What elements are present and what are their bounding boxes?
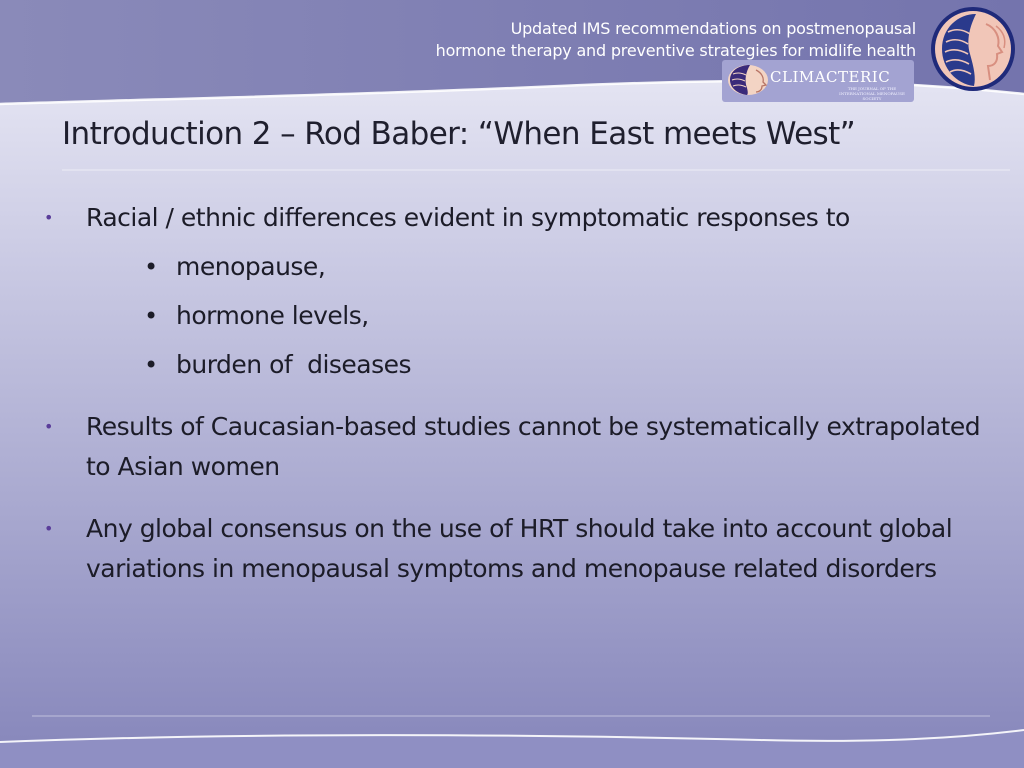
climacteric-logo-icon: [726, 62, 776, 98]
bullet-marker: •: [44, 208, 53, 227]
bullet-text-1: Racial / ethnic differences evident in symptomatic responses to: [86, 203, 850, 232]
ims-logo-icon: [930, 6, 1016, 92]
sub-bullet-item-3: [86, 345, 990, 385]
sub-bullet-text-3: burden of diseases: [176, 350, 412, 379]
bullet-item-1: [40, 198, 990, 385]
sub-bullet-text-1: menopause,: [176, 252, 326, 281]
bullet-item-2: [40, 407, 990, 487]
sub-bullet-marker: •: [144, 351, 158, 379]
bullet-marker: •: [44, 519, 53, 538]
sub-bullet-item-2: [86, 296, 990, 336]
slide-title: Introduction 2 – Rod Baber: “When East meets West”: [62, 116, 856, 152]
bullet-text-3: Any global consensus on the use of HRT should take into account global variations in menopausal symptoms and menopause related disorders: [86, 514, 953, 583]
header-line-1: Updated IMS recommendations on postmenopausal: [510, 19, 916, 38]
sub-bullet-marker: •: [144, 302, 158, 330]
bullet-text-2: Results of Caucasian-based studies cannot be systematically extrapolated to Asian women: [86, 412, 981, 481]
bullet-marker: •: [44, 417, 53, 436]
sub-bullet-list: [86, 247, 990, 385]
sub-bullet-text-2: hormone levels,: [176, 301, 369, 330]
climacteric-wordmark: CLIMACTERIC: [770, 68, 891, 86]
climacteric-subtitle: THE JOURNAL OF THE INTERNATIONAL MENOPAUSE SOCIETY: [839, 86, 905, 101]
header-line-2: hormone therapy and preventive strategies for midlife health: [435, 41, 916, 60]
bullet-list: [40, 198, 990, 611]
climacteric-badge: [722, 60, 914, 102]
bullet-item-3: [40, 509, 990, 589]
sub-bullet-item-1: [86, 247, 990, 287]
header-subtitle: [436, 18, 916, 62]
sub-bullet-marker: •: [144, 253, 158, 281]
